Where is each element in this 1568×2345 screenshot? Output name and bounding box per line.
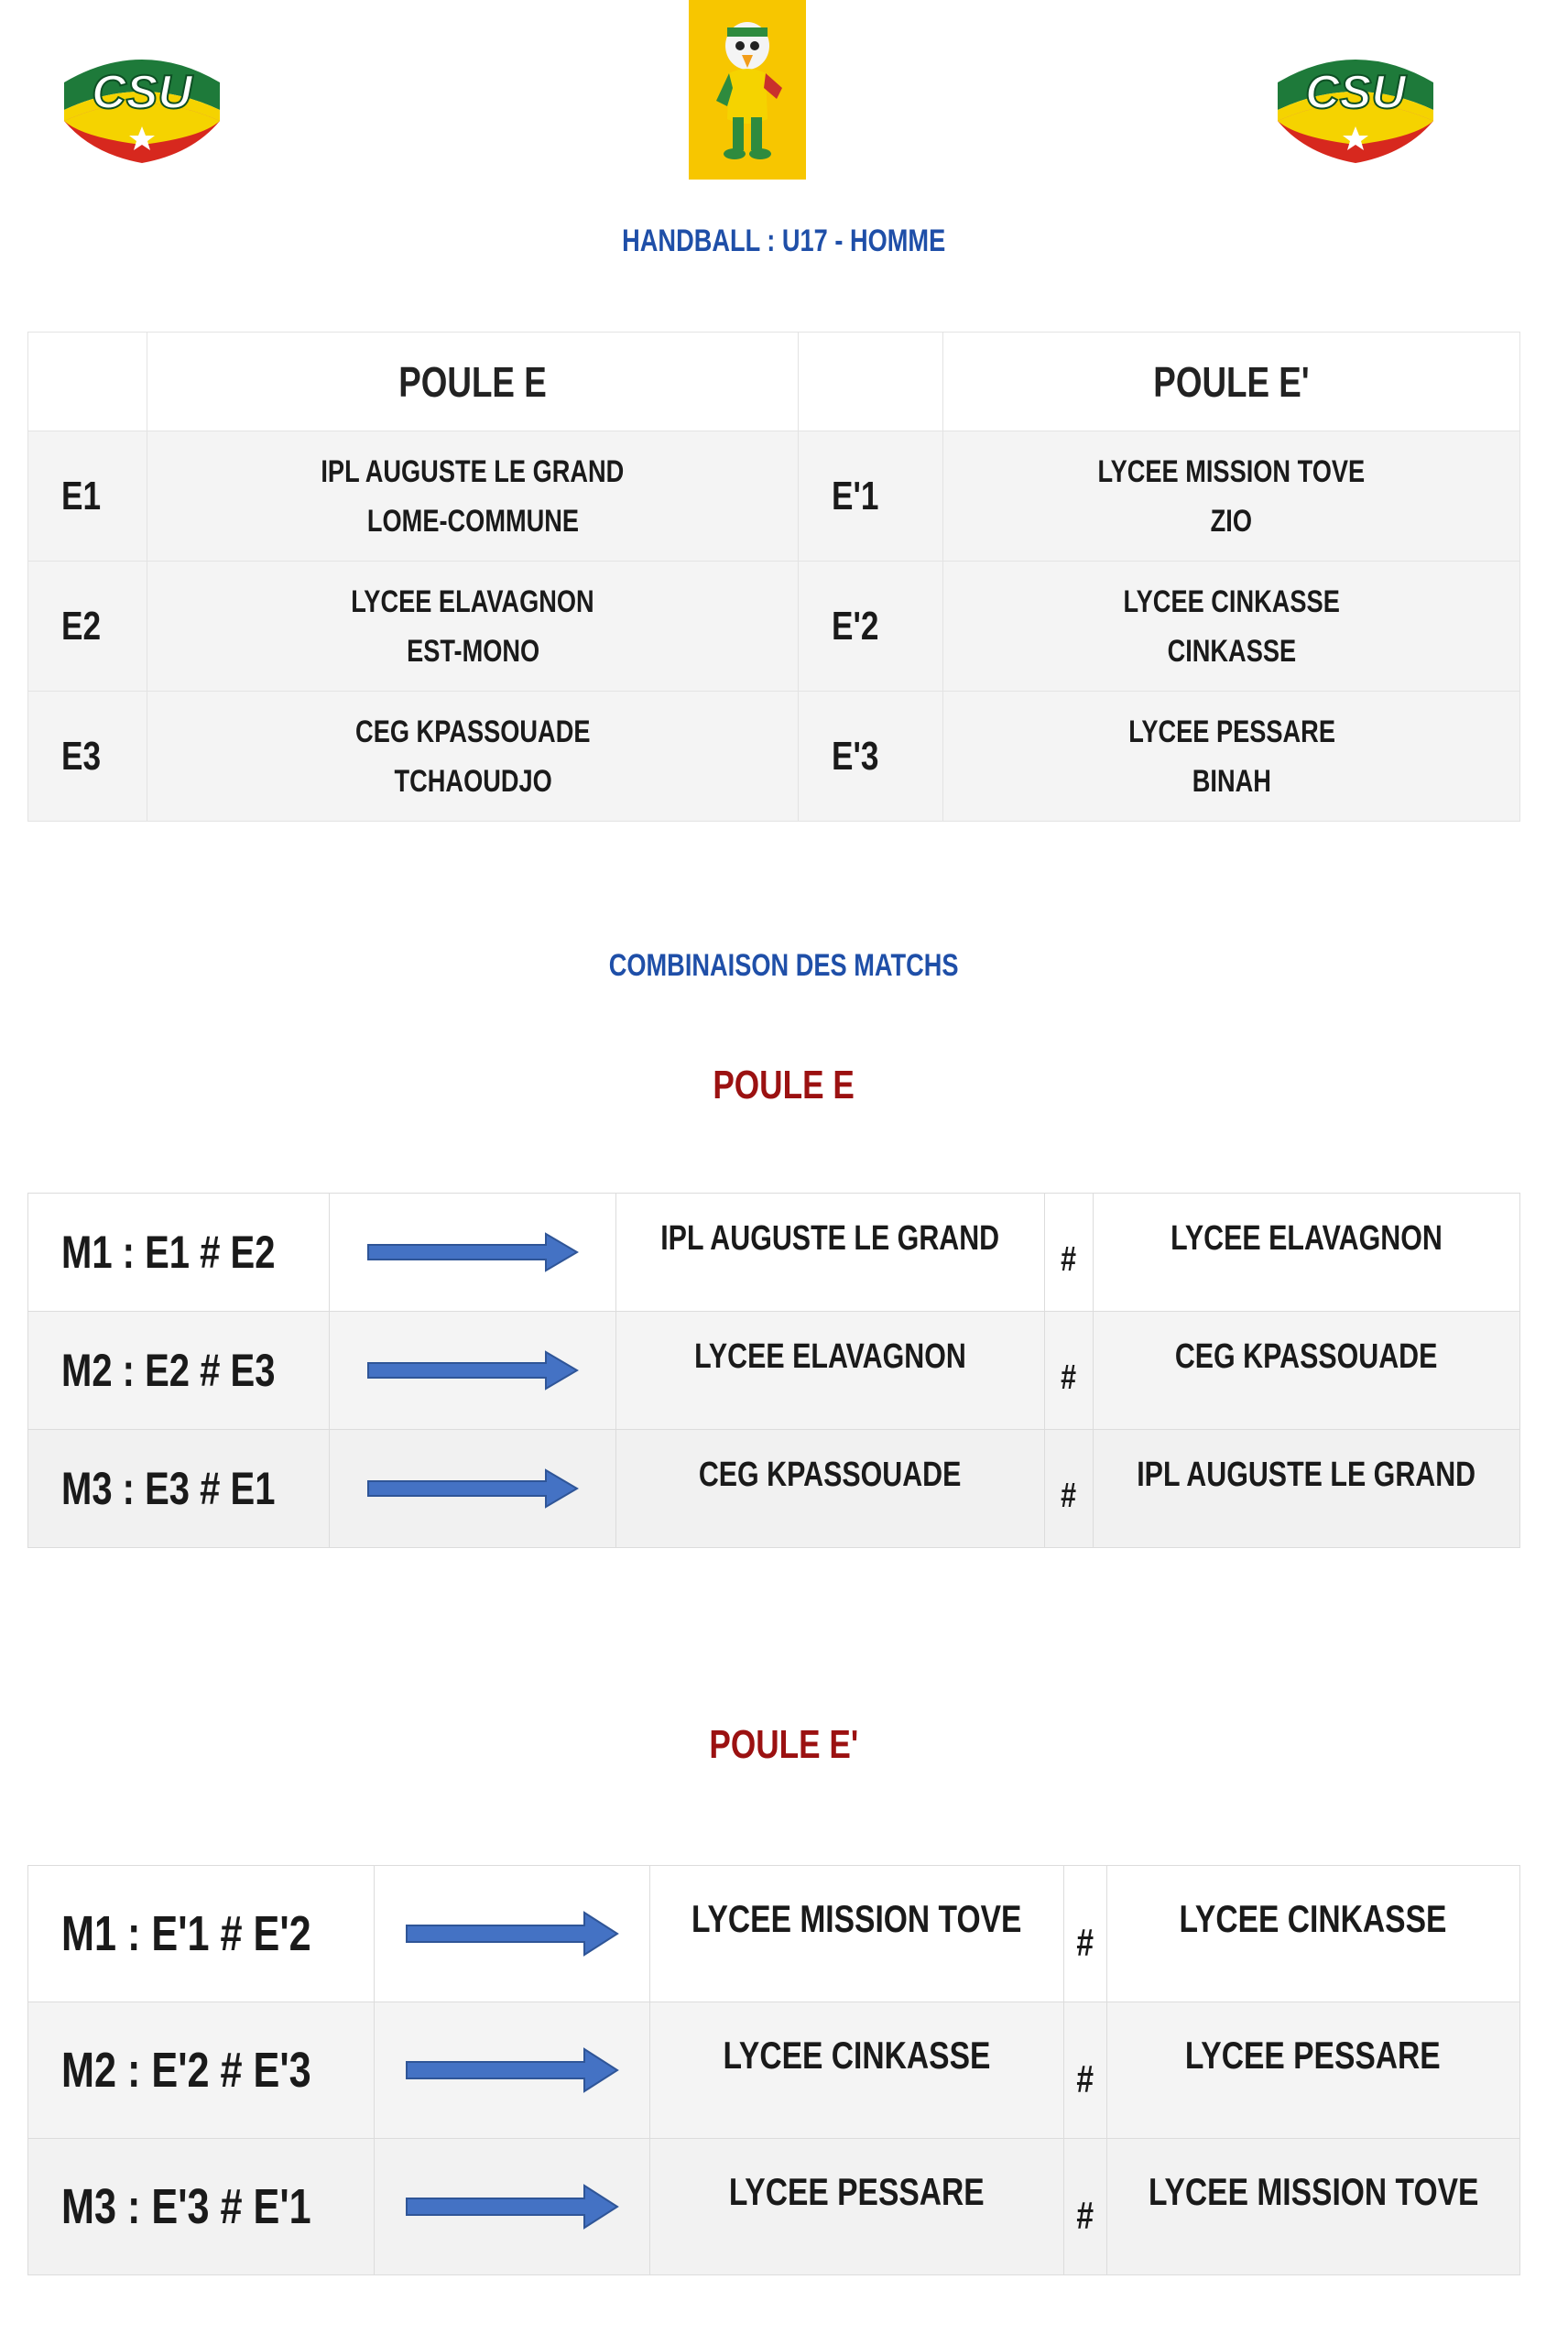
pool-code: E1 [28,431,147,562]
match-away-team: CEG KPASSOUADE [1093,1312,1519,1430]
mascot-eagle-icon [689,0,806,180]
match-row [28,1312,1520,1430]
pool-team: LYCEE ELAVAGNON EST-MONO [147,562,799,692]
csu-logo-right [1269,46,1443,165]
pool-team: LYCEE MISSION TOVE ZIO [943,431,1520,562]
arrow-right-icon [374,2002,650,2139]
match-home-team: CEG KPASSOUADE [615,1430,1045,1548]
arrow-right-icon [329,1312,615,1430]
match-away-team: LYCEE ELAVAGNON [1093,1194,1519,1312]
arrow-right-icon [329,1430,615,1548]
match-away-team: LYCEE MISSION TOVE [1106,2139,1519,2275]
match-separator: # [1045,1312,1093,1430]
pool-team: LYCEE CINKASSE CINKASSE [943,562,1520,692]
pools-row [28,431,1520,562]
pool-code: E'1 [799,431,943,562]
group-e-matches-table [27,1193,1520,1548]
match-away-team: LYCEE PESSARE [1106,2002,1519,2139]
pools-header-e-prime: POULE E' [943,333,1520,431]
pools-row [28,562,1520,692]
pool-team-place: CINKASSE [1167,633,1296,669]
pools-table [27,332,1520,822]
match-home-team: LYCEE PESSARE [650,2139,1063,2275]
arrow-right-icon [374,1866,650,2002]
page-title: HANDBALL : U17 - HOMME [622,224,946,258]
pools-header-row [28,333,1520,431]
match-row [28,2139,1520,2275]
arrow-right-icon [374,2139,650,2275]
match-separator: # [1063,1866,1106,2002]
logo-text-left: CSU [92,66,192,119]
pool-team-place: BINAH [1192,763,1271,799]
pool-team: LYCEE PESSARE BINAH [943,692,1520,822]
match-label: M3 : E'3 # E'1 [28,2139,375,2275]
pool-team-place: LOME-COMMUNE [366,503,579,539]
match-separator: # [1045,1194,1093,1312]
match-row [28,2002,1520,2139]
pool-code: E'3 [799,692,943,822]
logo-text-right: CSU [1305,66,1406,119]
pool-code: E2 [28,562,147,692]
pool-team: IPL AUGUSTE LE GRAND LOME-COMMUNE [147,431,799,562]
match-separator: # [1045,1430,1093,1548]
match-separator: # [1063,2002,1106,2139]
match-home-team: IPL AUGUSTE LE GRAND [615,1194,1045,1312]
match-away-team: LYCEE CINKASSE [1106,1866,1519,2002]
match-home-team: LYCEE CINKASSE [650,2002,1063,2139]
pool-team: CEG KPASSOUADE TCHAOUDJO [147,692,799,822]
match-label: M1 : E'1 # E'2 [28,1866,375,2002]
pools-header-blank-b [799,333,943,431]
match-label: M3 : E3 # E1 [28,1430,330,1548]
pool-team-place: TCHAOUDJO [394,763,552,799]
match-away-team: IPL AUGUSTE LE GRAND [1093,1430,1519,1548]
match-label: M2 : E2 # E3 [28,1312,330,1430]
pool-team-place: EST-MONO [406,633,539,669]
match-label: M2 : E'2 # E'3 [28,2002,375,2139]
match-row [28,1866,1520,2002]
group-e-prime-matches-table [27,1865,1520,2275]
pool-team-place: ZIO [1211,503,1253,539]
match-separator: # [1063,2139,1106,2275]
csu-logo-left [55,46,229,165]
match-label: M1 : E1 # E2 [28,1194,330,1312]
pool-code: E'2 [799,562,943,692]
group-e-title: POULE E [713,1063,855,1107]
pool-code: E3 [28,692,147,822]
arrow-right-icon [329,1194,615,1312]
match-home-team: LYCEE ELAVAGNON [615,1312,1045,1430]
match-row [28,1194,1520,1312]
pools-header-blank-a [28,333,147,431]
pools-row [28,692,1520,822]
pools-header-e: POULE E [147,333,799,431]
match-home-team: LYCEE MISSION TOVE [650,1866,1063,2002]
combination-title: COMBINAISON DES MATCHS [609,948,959,983]
group-e-prime-title: POULE E' [709,1722,859,1767]
match-row [28,1430,1520,1548]
